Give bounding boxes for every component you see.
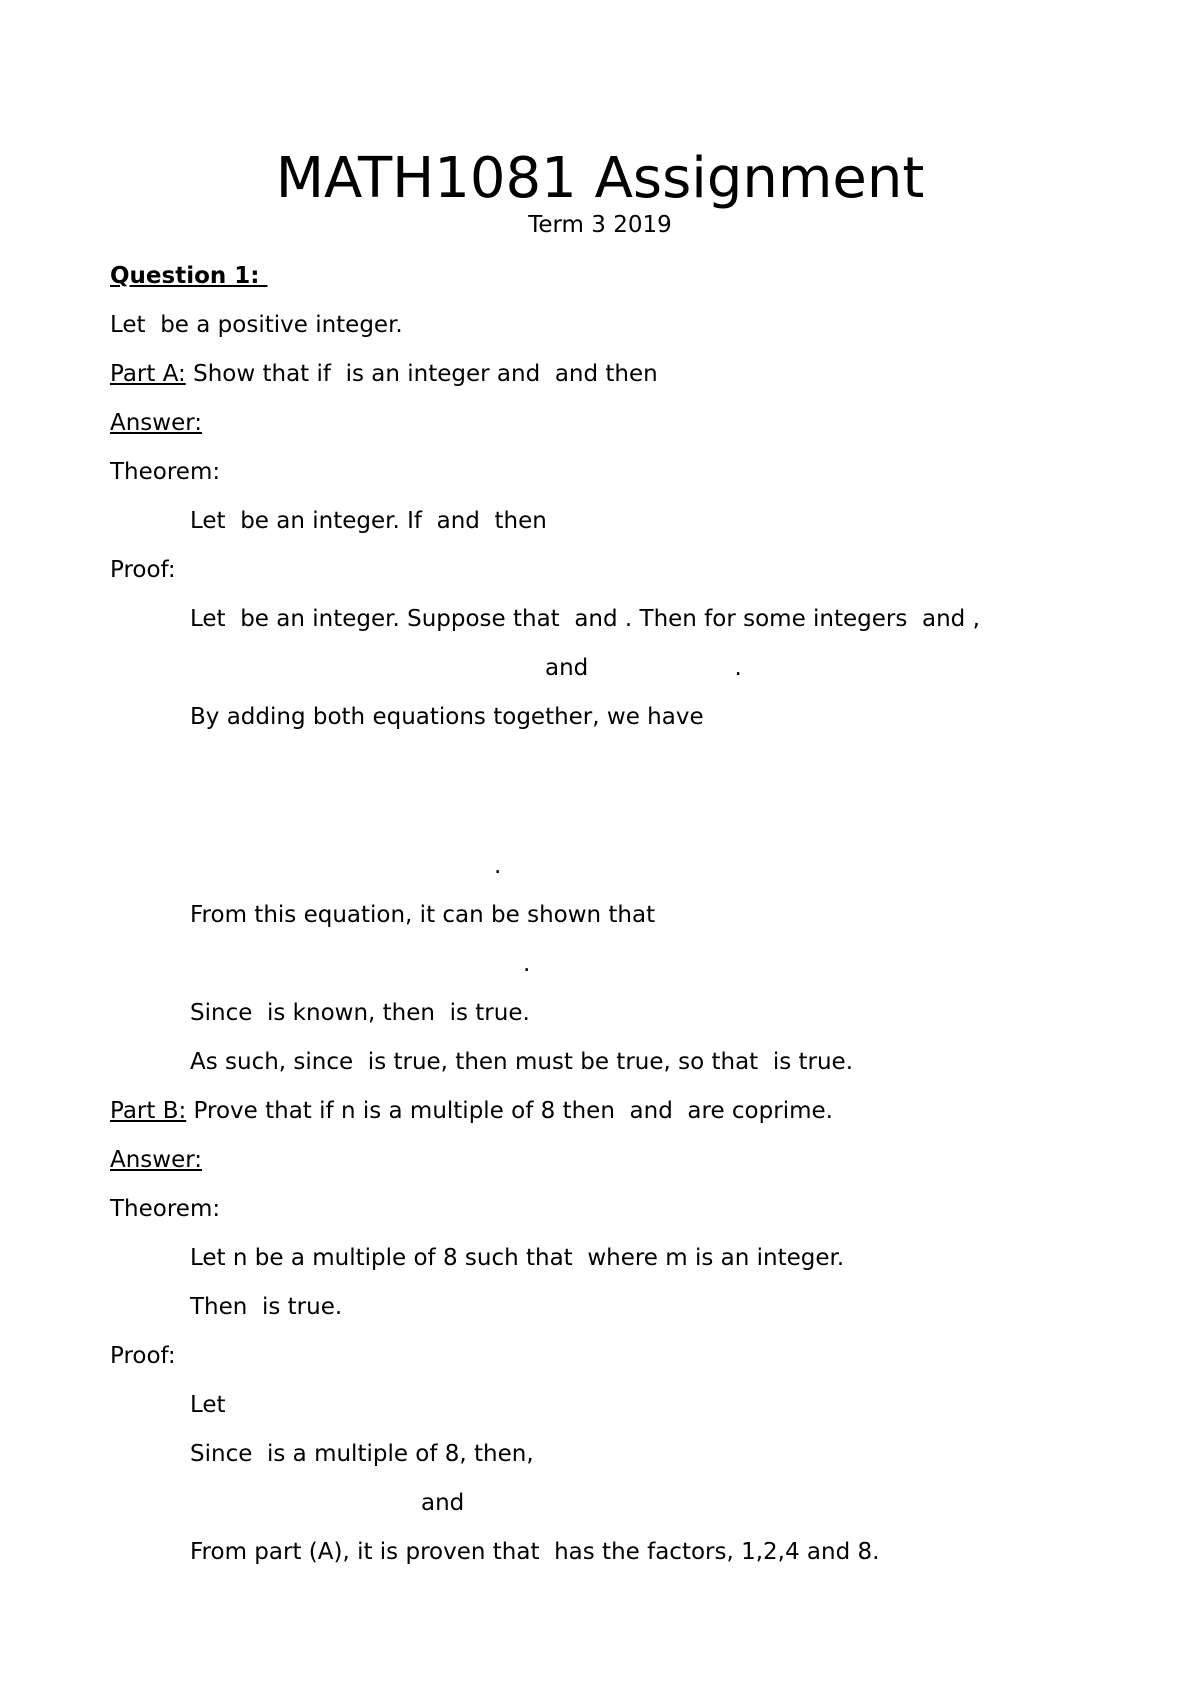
part-a-proof-label: Proof: (110, 557, 176, 583)
part-a-text: Show that if is an integer and and then (185, 361, 658, 387)
part-b-proof-label: Proof: (110, 1343, 176, 1369)
part-a-proof-line: . (494, 853, 502, 879)
part-a-proof-line: By adding both equations together, we have (190, 704, 704, 730)
part-a-statement (110, 360, 658, 388)
part-b-theorem-label: Theorem: (110, 1196, 221, 1222)
part-a-proof-line: Let be an integer. Suppose that and . Then for some integers and , (190, 606, 980, 632)
part-b-text: Prove that if n is a multiple of 8 then and are coprime. (186, 1098, 833, 1124)
part-b-statement (110, 1097, 833, 1125)
part-a-proof-line: and . (545, 655, 742, 681)
part-b-theorem-line: Then is true. (190, 1294, 343, 1320)
part-b-theorem-line: Let n be a multiple of 8 such that where m is an integer. (190, 1245, 845, 1271)
part-b-proof-line: Since is a multiple of 8, then, (190, 1441, 534, 1467)
part-a-proof-line: . (523, 951, 531, 977)
part-a-label: Part A: (110, 361, 186, 387)
question-heading: Question 1: (110, 263, 268, 289)
part-b-proof-line: and (421, 1490, 465, 1516)
part-a-answer-label: Answer: (110, 410, 203, 436)
part-b-label: Part B: (110, 1098, 187, 1124)
part-a-proof-line: From this equation, it can be shown that (190, 902, 656, 928)
part-b-proof-line: Let (190, 1392, 226, 1418)
part-a-theorem-text: Let be an integer. If and then (190, 508, 547, 534)
part-a-theorem-label: Theorem: (110, 459, 221, 485)
page-subtitle: Term 3 2019 (528, 212, 672, 238)
part-b-proof-line: From part (A), it is proven that has the factors, 1,2,4 and 8. (190, 1539, 880, 1565)
page-title: MATH1081 Assignment (275, 146, 925, 211)
part-b-answer-label: Answer: (110, 1147, 203, 1173)
part-a-proof-line: As such, since is true, then must be true, so that is true. (190, 1049, 854, 1075)
part-a-proof-line: Since is known, then is true. (190, 1000, 530, 1026)
question-intro: Let be a positive integer. (110, 312, 403, 338)
